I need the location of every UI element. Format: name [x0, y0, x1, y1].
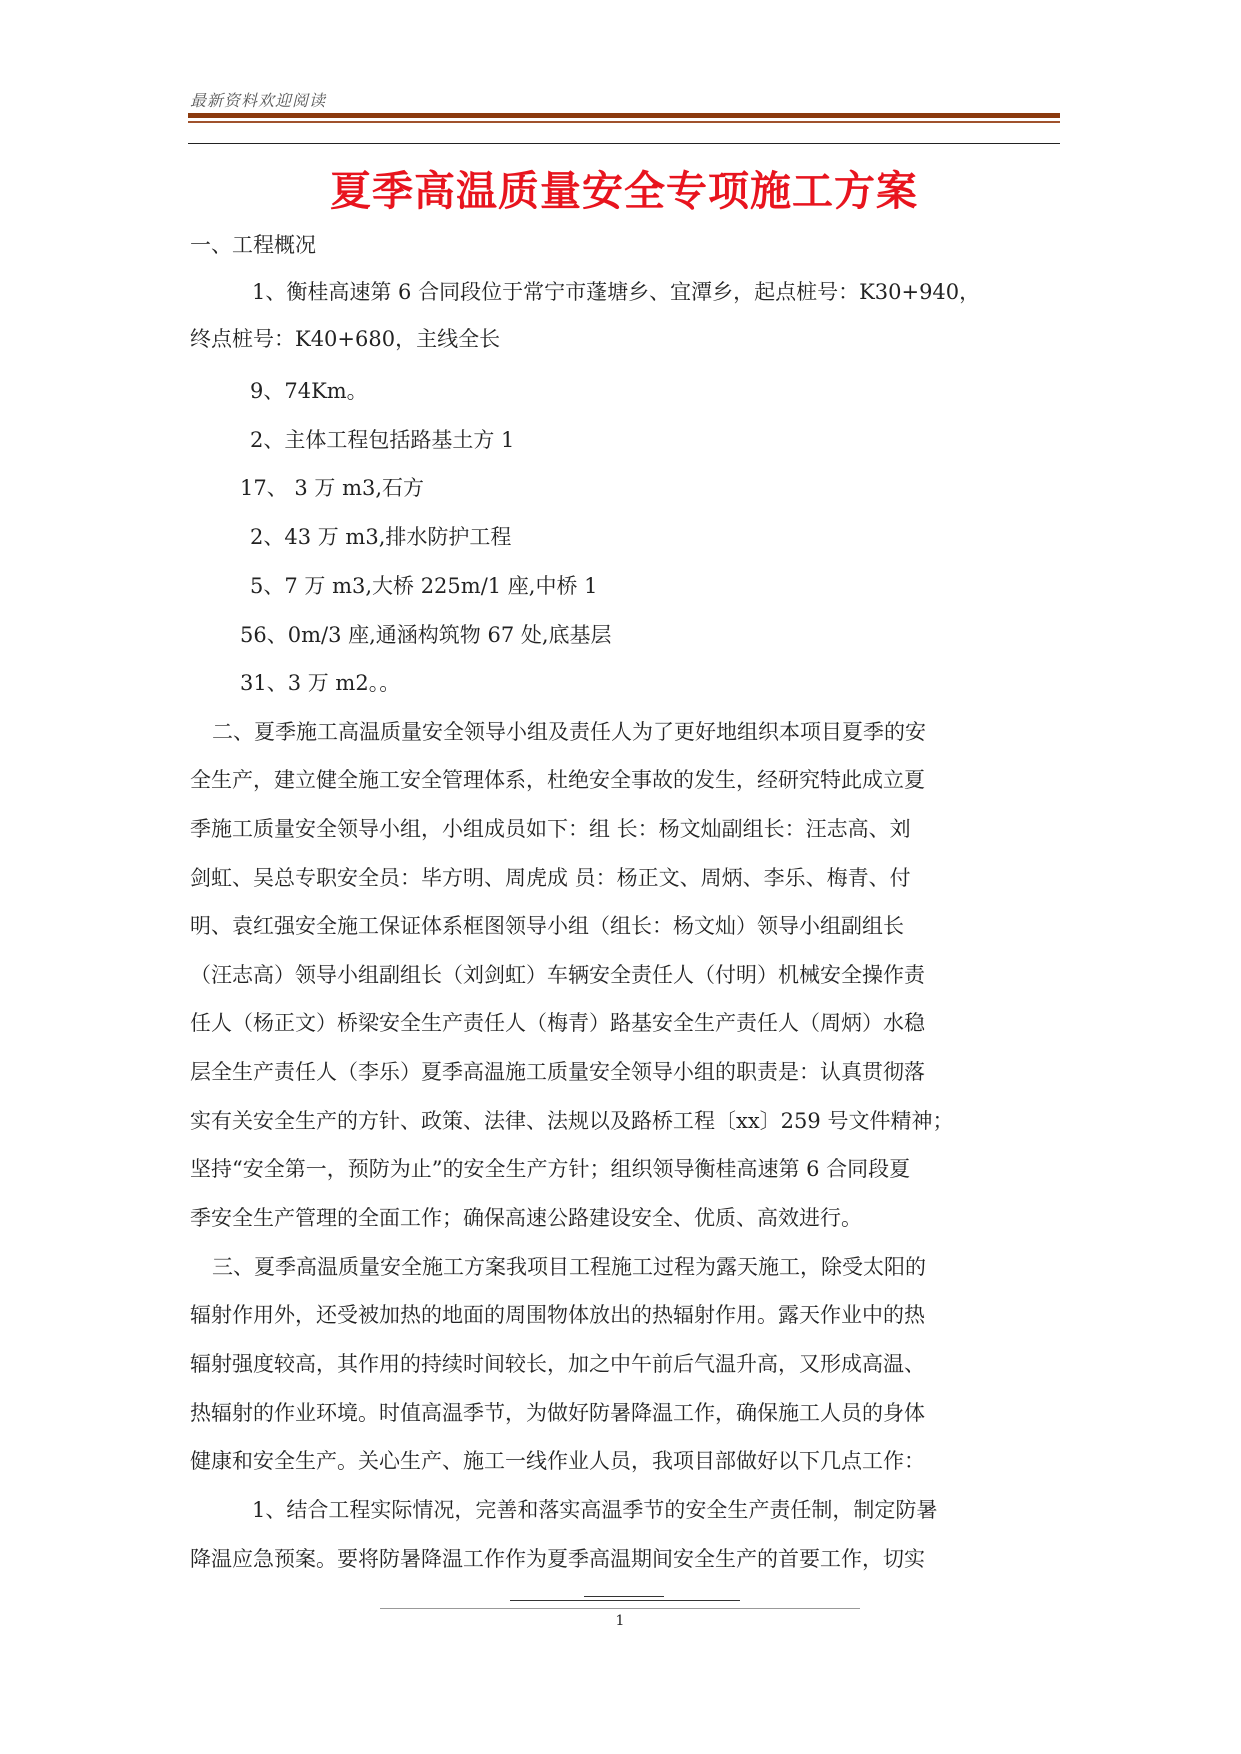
header-rule-thin [188, 121, 1060, 123]
body-line: 辐射强度较高，其作用的持续时间较长，加之中午前后气温升高，又形成高温、 [190, 1352, 925, 1376]
body-line: 31、3 万 m2。。 [240, 671, 401, 695]
footer-rule [584, 1596, 664, 1597]
body-line: 全生产，建立健全施工安全管理体系，杜绝安全事故的发生，经研究特此成立夏 [190, 768, 925, 792]
section-paragraph-line: 二、夏季施工高温质量安全领导小组及责任人为了更好地组织本项目夏季的安 [212, 720, 926, 744]
document-title: 夏季高温质量安全专项施工方案 [330, 167, 918, 215]
header-rule [188, 113, 1060, 118]
body-line: 5、7 万 m3,大桥 225m/1 座,中桥 1 [250, 574, 598, 598]
body-line: 季安全生产管理的全面工作；确保高速公路建设安全、优质、高效进行。 [190, 1206, 862, 1230]
body-line: 季施工质量安全领导小组，小组成员如下：组 长：杨文灿副组长：汪志高、刘 [190, 817, 911, 841]
body-line: 2、43 万 m3,排水防护工程 [250, 525, 512, 549]
footer-rule [380, 1608, 860, 1609]
body-line: 剑虹、吴总专职安全员：毕方明、周虎成 员：杨正文、周炳、李乐、梅青、付 [190, 866, 911, 890]
body-line: 17、 3 万 m3,石方 [240, 476, 425, 500]
body-line: （汪志高）领导小组副组长（刘剑虹）车辆安全责任人（付明）机械安全操作责 [190, 963, 925, 987]
section-heading: 一、工程概况 [190, 233, 316, 257]
body-line: 任人（杨正文）桥梁安全生产责任人（梅青）路基安全生产责任人（周炳）水稳 [190, 1011, 925, 1035]
body-line: 降温应急预案。要将防暑降温工作作为夏季高温期间安全生产的首要工作，切实 [190, 1547, 925, 1571]
page-number: 1 [615, 1613, 625, 1629]
body-line: 热辐射的作业环境。时值高温季节，为做好防暑降温工作，确保施工人员的身体 [190, 1401, 925, 1425]
body-line: 辐射作用外，还受被加热的地面的周围物体放出的热辐射作用。露天作业中的热 [190, 1303, 925, 1327]
body-line: 1、衡桂高速第 6 合同段位于常宁市蓬塘乡、宜潭乡，起点桩号：K30+940， [252, 280, 981, 304]
body-line: 明、袁红强安全施工保证体系框图领导小组（组长：杨文灿）领导小组副组长 [190, 914, 904, 938]
body-line: 9、74Km。 [250, 379, 368, 403]
footer-rule [510, 1600, 740, 1601]
body-line: 健康和安全生产。关心生产、施工一线作业人员，我项目部做好以下几点工作： [190, 1449, 925, 1473]
body-line: 56、0m/3 座,通涵构筑物 67 处,底基层 [240, 623, 612, 647]
body-line: 1、结合工程实际情况，完善和落实高温季节的安全生产责任制，制定防暑 [252, 1498, 938, 1522]
body-line: 实有关安全生产的方针、政策、法律、法规以及路桥工程〔xx〕259 号文件精神； [190, 1109, 954, 1133]
body-line: 终点桩号：K40+680，主线全长 [190, 327, 501, 351]
running-header: 最新资料欢迎阅读 [190, 91, 327, 110]
body-line: 层全生产责任人（李乐）夏季高温施工质量安全领导小组的职责是：认真贯彻落 [190, 1060, 925, 1084]
body-line: 2、主体工程包括路基土方 1 [250, 428, 515, 452]
body-line: 坚持“安全第一，预防为止”的安全生产方针；组织领导衡桂高速第 6 合同段夏 [190, 1157, 911, 1181]
section-paragraph-line: 三、夏季高温质量安全施工方案我项目工程施工过程为露天施工，除受太阳的 [212, 1255, 926, 1279]
header-underline [188, 143, 1060, 144]
